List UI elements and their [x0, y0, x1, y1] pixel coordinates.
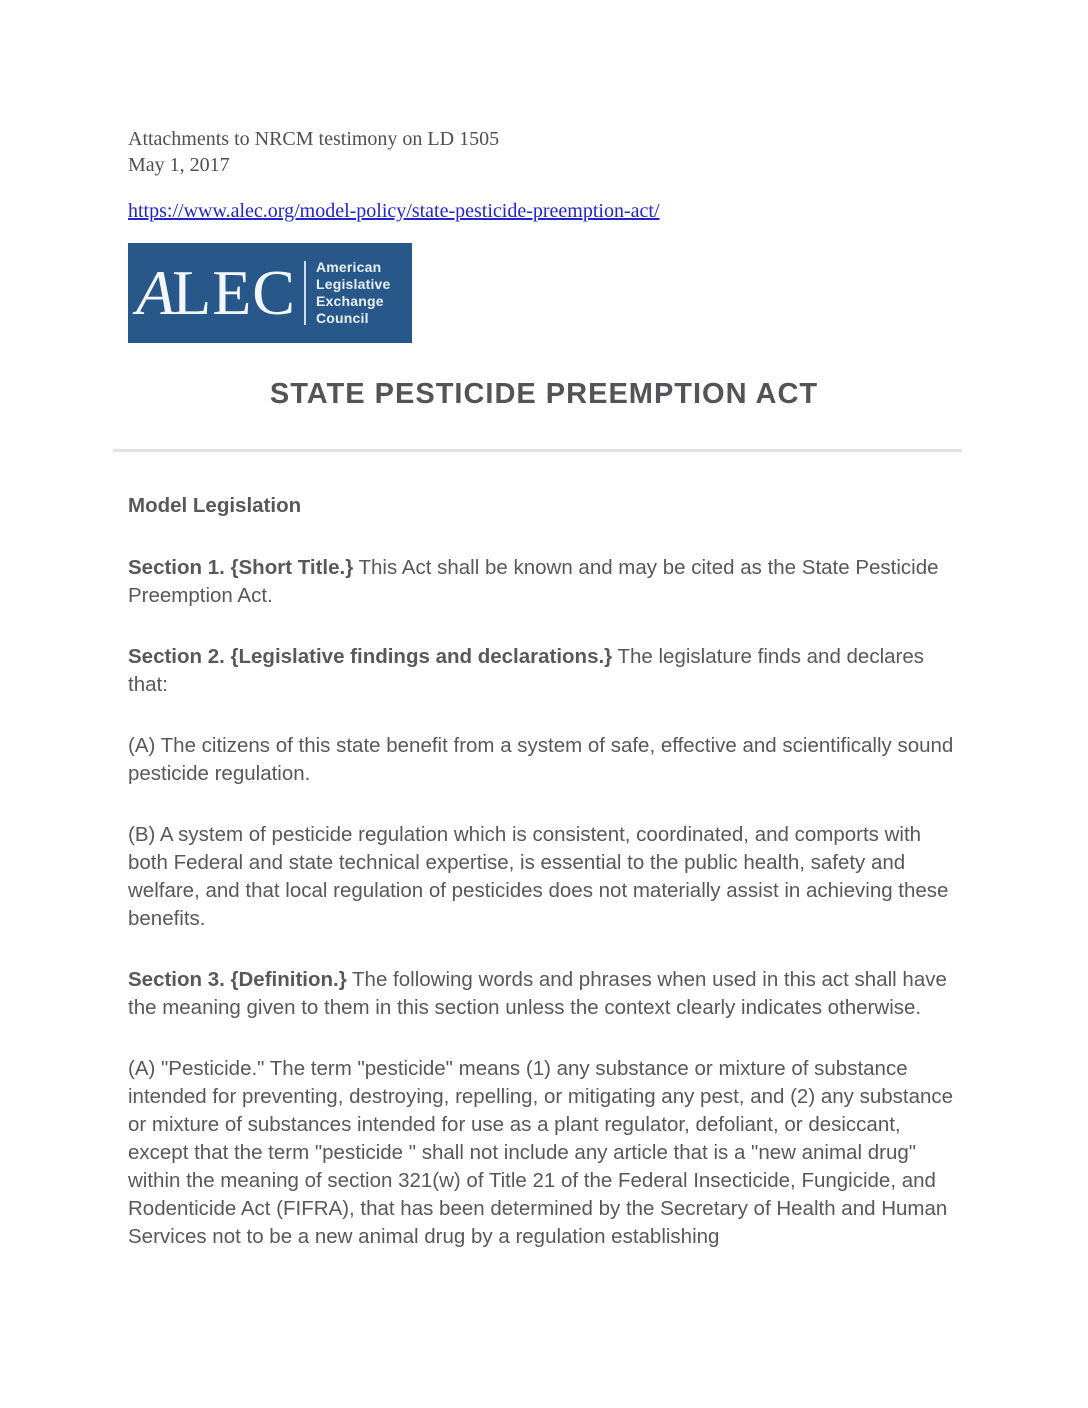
- alec-logo-acronym: [128, 257, 296, 328]
- logo-name-line: Legislative: [315, 276, 391, 292]
- section-2-clause-b-text: (B) A system of pesticide regulation which is consistent, coordinated, and comports with both Federal and state technical expertise, is essential to the public health, safety and welfare, and that local regulation of pesticides does not materially assist in achieving these benefits.: [128, 823, 949, 930]
- page-title: STATE PESTICIDE PREEMPTION ACT: [269, 378, 819, 410]
- source-link-line: [128, 200, 660, 223]
- section-3-lead: Section 3. {Definition.}: [128, 968, 347, 991]
- section-2-clause-a: [128, 732, 966, 788]
- testimony-header: [128, 126, 499, 178]
- section-1-paragraph: [128, 554, 966, 610]
- section-2-clause-a-text: (A) The citizens of this state benefit from a system of safe, effective and scientifically sound pesticide regulation.: [128, 734, 954, 785]
- logo-name-line: Exchange: [315, 293, 384, 309]
- section-1-text: This Act shall be known and may be cited as the State Pesticide Preemption Act.: [128, 556, 939, 607]
- section-2-text: The legislature finds and declares that:: [128, 645, 925, 696]
- section-2-paragraph: [128, 643, 966, 699]
- section-2-lead: Section 2. {Legislative findings and declarations.}: [128, 645, 613, 668]
- alec-logo-initial: A: [136, 257, 177, 328]
- logo-divider: [304, 261, 306, 325]
- testimony-date: May 1, 2017: [128, 154, 230, 176]
- section-3-text: The following words and phrases when used in this act shall have the meaning given to them in this section unless the context clearly indicates otherwise.: [128, 968, 947, 1019]
- section-1-lead: Section 1. {Short Title.}: [128, 556, 354, 579]
- alec-logo-name: [316, 259, 391, 327]
- logo-name-line: Council: [315, 310, 369, 326]
- horizontal-divider: [113, 449, 962, 452]
- logo-name-line: American: [315, 259, 382, 275]
- model-legislation-body: [128, 492, 966, 1284]
- alec-logo-rest: LEC: [172, 257, 296, 328]
- section-3-clause-a: [128, 1055, 966, 1251]
- testimony-header-line1: Attachments to NRCM testimony on LD 1505: [128, 128, 500, 150]
- section-3-clause-a-text: (A) "Pesticide." The term "pesticide" means (1) any substance or mixture of substance intended for preventing, destroying, repelling, or mitigating any pest, and (2) any substance or mixture of substances intended for use as a plant regulator, defoliant, or desiccant, except that the term "pesticide " shall not include any article that is a "new animal drug" within the meaning of section 321(w) of Title 21 of the Federal Insecticide, Fungicide, and Rodenticide Act (FIFRA), that has been determined by the Secretary of Health and Human Services not to be a new animal drug by a regulation establishing: [128, 1057, 954, 1248]
- alec-logo: [128, 243, 412, 343]
- model-legislation-heading: Model Legislation: [128, 494, 302, 517]
- section-3-paragraph: [128, 966, 966, 1022]
- source-url-link[interactable]: https://www.alec.org/model-policy/state-pesticide-preemption-act/: [128, 200, 660, 222]
- section-2-clause-b: [128, 821, 966, 933]
